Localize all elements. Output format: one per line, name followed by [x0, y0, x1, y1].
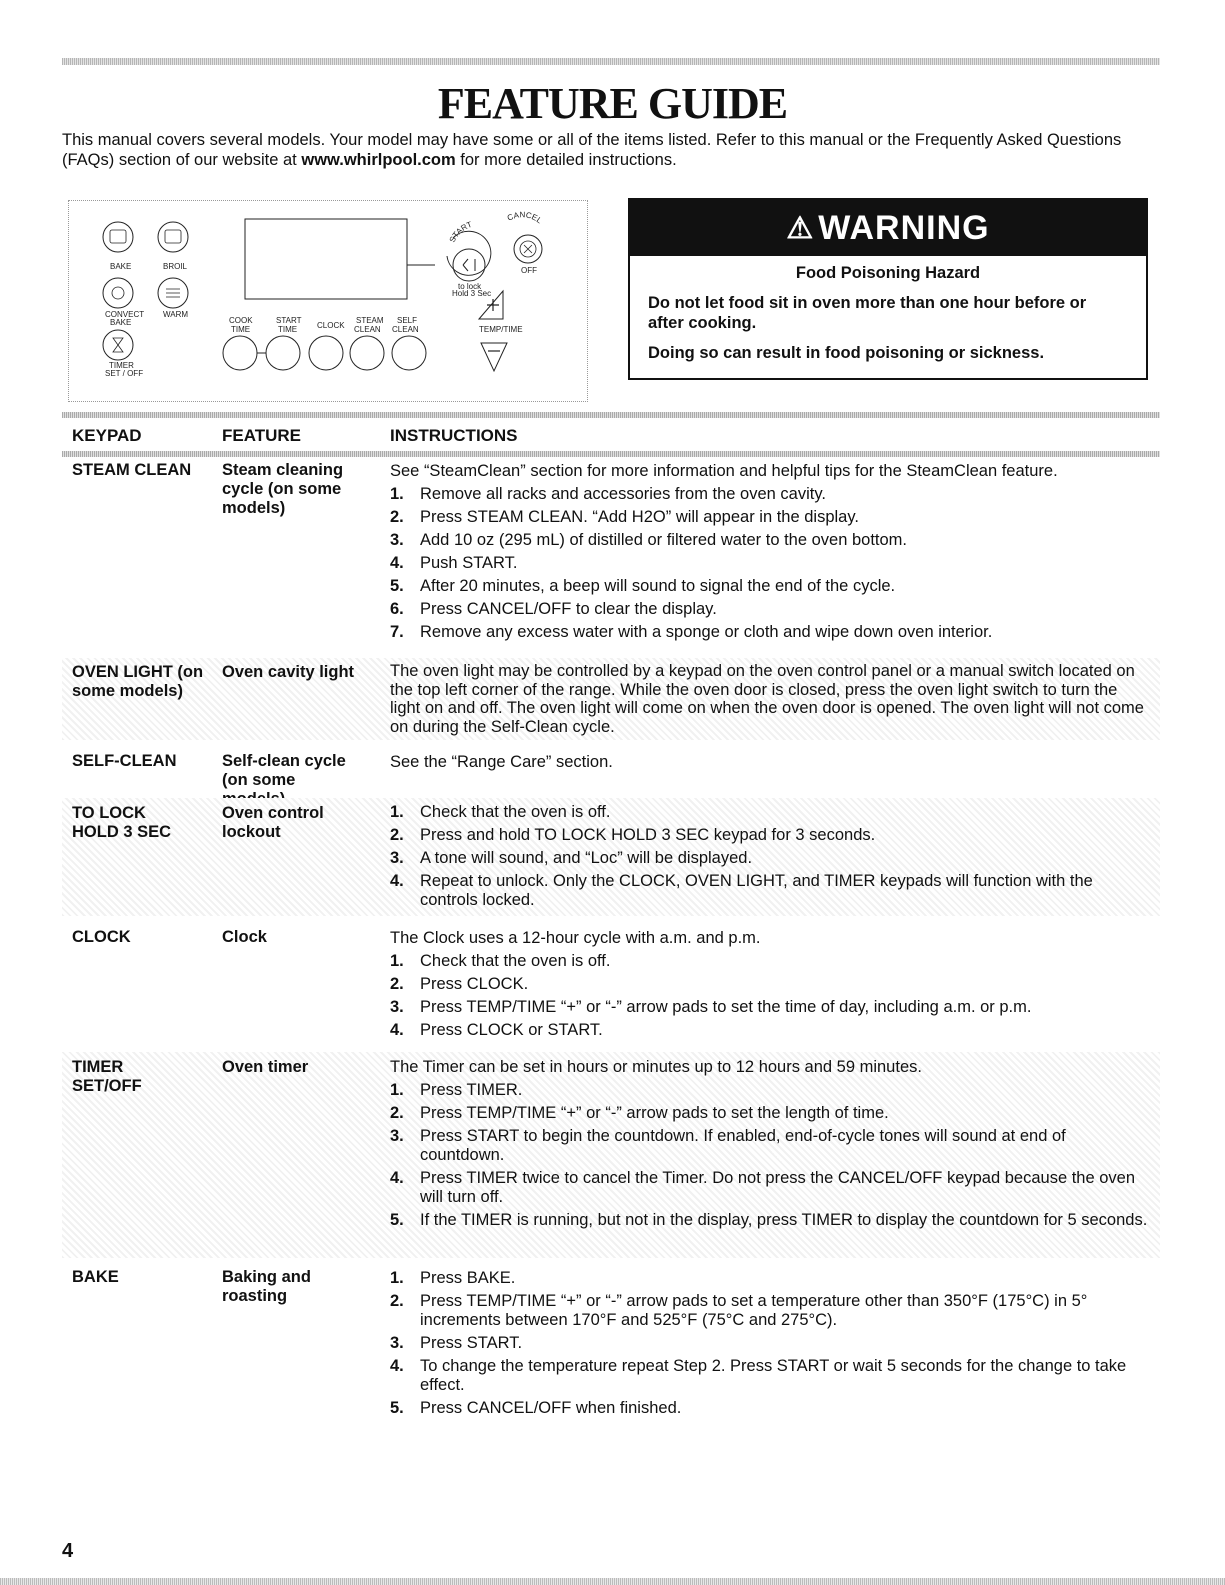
temp-down-key[interactable]	[481, 343, 507, 371]
keypad-cell: STEAM CLEAN	[72, 461, 192, 479]
keypad-cell: SELF-CLEAN	[72, 752, 177, 770]
step-item: 3. Press START to begin the countdown. If enabled, end-of-cycle tones will sound at end of countdown.	[390, 1127, 1066, 1164]
keypad-cell: BAKE	[72, 1268, 119, 1286]
table-row-to-lock	[62, 798, 1160, 916]
table-row-clock	[62, 928, 1160, 1046]
warning-text-1: Do not let food sit in oven more than one hour before or after cooking.	[648, 294, 1087, 332]
cook-time-label-2: TIME	[231, 325, 251, 334]
bake-key-label: BAKE	[110, 262, 132, 271]
intro-paragraph	[62, 130, 1162, 170]
feature-cell: Steam cleaning cycle (on some models)	[222, 461, 344, 517]
keypad-cell: CLOCK	[72, 928, 131, 946]
step-item: 3. Press TEMP/TIME “+” or “-” arrow pads to set the time of day, including a.m. or p.m.	[390, 998, 1032, 1016]
step-item: 2. Press TEMP/TIME “+” or “-” arrow pads to set the length of time.	[390, 1104, 889, 1122]
timer-label-1: TIMER	[109, 361, 134, 370]
warm-key-label: WARM	[163, 310, 189, 319]
intro-text: This manual covers several models. Your model may have some or all of the items listed. Refer to this manual or the Frequently Asked Questions (FAQs) section of our website at	[62, 131, 1122, 169]
step-item: 2. Press TEMP/TIME “+” or “-” arrow pads to set a temperature other than 350°F (175°C) in 5° increments between 170°F and 525°F (75°C and 275°C).	[390, 1292, 1088, 1329]
control-panel-drawing	[69, 201, 587, 401]
step-item: 5. Press CANCEL/OFF when finished.	[390, 1399, 682, 1417]
temp-time-label: TEMP/TIME	[479, 325, 523, 334]
feature-cell: Self-clean cycle (on some	[222, 752, 346, 789]
step-item: 2. Press STEAM CLEAN. “Add H2O” will appear in the display.	[390, 508, 859, 526]
self-clean-label-2: CLEAN	[392, 325, 419, 334]
step-item: 2. Press CLOCK.	[390, 975, 529, 993]
start-time-key[interactable]	[266, 336, 300, 370]
cook-time-key[interactable]	[223, 336, 257, 370]
feature-cell: Clock	[222, 928, 267, 946]
step-item: 1. Press TIMER.	[390, 1081, 523, 1099]
step-item: 1. Remove all racks and accessories from the oven cavity.	[390, 485, 826, 503]
cancel-arc-label: CANCEL	[505, 210, 544, 226]
feature-cell: Baking and roasting	[222, 1268, 311, 1305]
step-item: 3. A tone will sound, and “Loc” will be displayed.	[390, 849, 753, 867]
self-clean-label-1: SELF	[397, 316, 418, 325]
page-number: 4	[62, 1540, 74, 1562]
warning-triangle-icon: ⚠	[786, 211, 815, 245]
start-arc-label: START	[447, 219, 474, 244]
instructions-intro: The Clock uses a 12-hour cycle with a.m. and p.m.	[390, 929, 761, 947]
steam-clean-label-1: STEAM	[356, 316, 384, 325]
step-item: 3. Press START.	[390, 1334, 523, 1352]
cancel-off-key[interactable]	[514, 235, 542, 263]
warning-box	[628, 198, 1148, 380]
instructions-intro: See “SteamClean” section for more information and helpful tips for the SteamClean feature.	[390, 462, 1058, 480]
self-clean-key[interactable]	[392, 336, 426, 370]
keypad-cell: TO LOCK HOLD 3 SEC	[72, 804, 172, 841]
instructions-cell	[390, 662, 1150, 736]
steam-clean-label-2: CLEAN	[354, 325, 381, 334]
step-item: 4. Press CLOCK or START.	[390, 1021, 603, 1039]
warning-title: WARNING	[818, 208, 990, 247]
convect-bake-key[interactable]	[103, 278, 133, 308]
instructions-cell	[390, 1057, 1150, 1230]
instructions-intro: The Timer can be set in hours or minutes up to 12 hours and 59 minutes.	[390, 1058, 922, 1076]
start-time-label-1: START	[276, 316, 302, 325]
warning-text-2: Doing so can result in food poisoning or sickness.	[648, 344, 1045, 362]
top-border	[62, 58, 1160, 65]
header-instructions: INSTRUCTIONS	[390, 426, 518, 445]
svg-text:START	[448, 220, 474, 244]
clock-key[interactable]	[309, 336, 343, 370]
page-title: FEATURE GUIDE	[437, 79, 788, 128]
header-feature: FEATURE	[222, 426, 302, 445]
feature-cell: Oven timer	[222, 1058, 309, 1076]
timer-label-2: SET / OFF	[105, 369, 144, 378]
table-top-rule	[62, 412, 1160, 418]
instructions-cell	[390, 1265, 1150, 1418]
instructions-cell	[390, 928, 1150, 1040]
step-item: 4. To change the temperature repeat Step 2. Press START or wait 5 seconds for the change to take effect.	[390, 1357, 1127, 1394]
keypad-cell: TIMER SET/OFF	[72, 1058, 142, 1095]
keypad-cell: OVEN LIGHT (on some models)	[72, 663, 204, 700]
instructions-cell	[390, 461, 1150, 642]
table-row-bake	[62, 1268, 1160, 1428]
broil-key-label: BROIL	[163, 262, 188, 271]
to-lock-label-1: to lock	[458, 282, 482, 291]
warm-key[interactable]	[158, 278, 188, 308]
instructions-cell	[390, 752, 1150, 772]
broil-key[interactable]	[158, 222, 188, 252]
start-time-label-2: TIME	[278, 325, 298, 334]
step-item: 1. Check that the oven is off.	[390, 952, 611, 970]
step-item: 5. If the TIMER is running, but not in the display, press TIMER to display the countdown for 5 seconds.	[390, 1211, 1148, 1229]
step-item: 3. Add 10 oz (295 mL) of distilled or filtered water to the oven bottom.	[390, 531, 908, 549]
svg-text:CANCEL	[506, 210, 544, 225]
timer-key[interactable]	[103, 330, 133, 360]
website-link[interactable]: www.whirlpool.com	[301, 151, 456, 169]
table-row-self-clean	[62, 752, 1160, 794]
bake-key[interactable]	[103, 222, 133, 252]
warning-subtitle: Food Poisoning Hazard	[795, 264, 981, 282]
display-window	[245, 219, 407, 299]
off-label: OFF	[521, 266, 537, 275]
step-item: 4. Press TIMER twice to cancel the Timer. Do not press the CANCEL/OFF keypad because the oven will turn off.	[390, 1169, 1136, 1206]
cook-time-label-1: COOK	[229, 316, 253, 325]
convect-label-1: CONVECT	[105, 310, 145, 319]
warning-header	[630, 200, 1146, 256]
step-item: 7. Remove any excess water with a sponge or cloth and wipe down oven interior.	[390, 623, 993, 641]
step-item: 4. Push START.	[390, 554, 518, 572]
step-item: 1. Check that the oven is off.	[390, 803, 611, 821]
table-row-timer	[62, 1052, 1160, 1258]
step-item: 4. Repeat to unlock. Only the CLOCK, OVEN LIGHT, and TIMER keypads will function with the controls locked.	[390, 872, 1093, 909]
table-row-oven-light	[62, 658, 1160, 740]
step-item: 2. Press and hold TO LOCK HOLD 3 SEC keypad for 3 seconds.	[390, 826, 876, 844]
to-lock-label-2: Hold 3 Sec	[452, 289, 492, 298]
table-row-steam-clean	[62, 461, 1160, 651]
step-item: 5. After 20 minutes, a beep will sound to signal the end of the cycle.	[390, 577, 896, 595]
feature-cell: Oven cavity light	[222, 663, 355, 681]
instructions-intro: The oven light may be controlled by a keypad on the oven control panel or a manual switch located on the top left corner of the range. While the oven door is closed, press the oven light switch to turn the light on and off. The oven light will come on when the oven door is opened. The oven light will not come on during the Self-Clean cycle.	[390, 662, 1144, 736]
header-keypad: KEYPAD	[72, 426, 142, 445]
clock-key-label: CLOCK	[317, 321, 345, 330]
feature-cell: Oven control lockout	[222, 804, 324, 841]
control-panel-illustration	[68, 200, 588, 402]
convect-label-2: BAKE	[110, 318, 132, 327]
intro-text-end: for more detailed instructions.	[455, 151, 677, 169]
step-item: 1. Press BAKE.	[390, 1269, 516, 1287]
instructions-cell	[390, 799, 1150, 910]
table-header-rule	[62, 451, 1160, 457]
instructions-intro: See the “Range Care” section.	[390, 753, 613, 771]
bottom-border	[0, 1578, 1225, 1585]
steam-clean-key[interactable]	[350, 336, 384, 370]
step-item: 6. Press CANCEL/OFF to clear the display.	[390, 600, 717, 618]
